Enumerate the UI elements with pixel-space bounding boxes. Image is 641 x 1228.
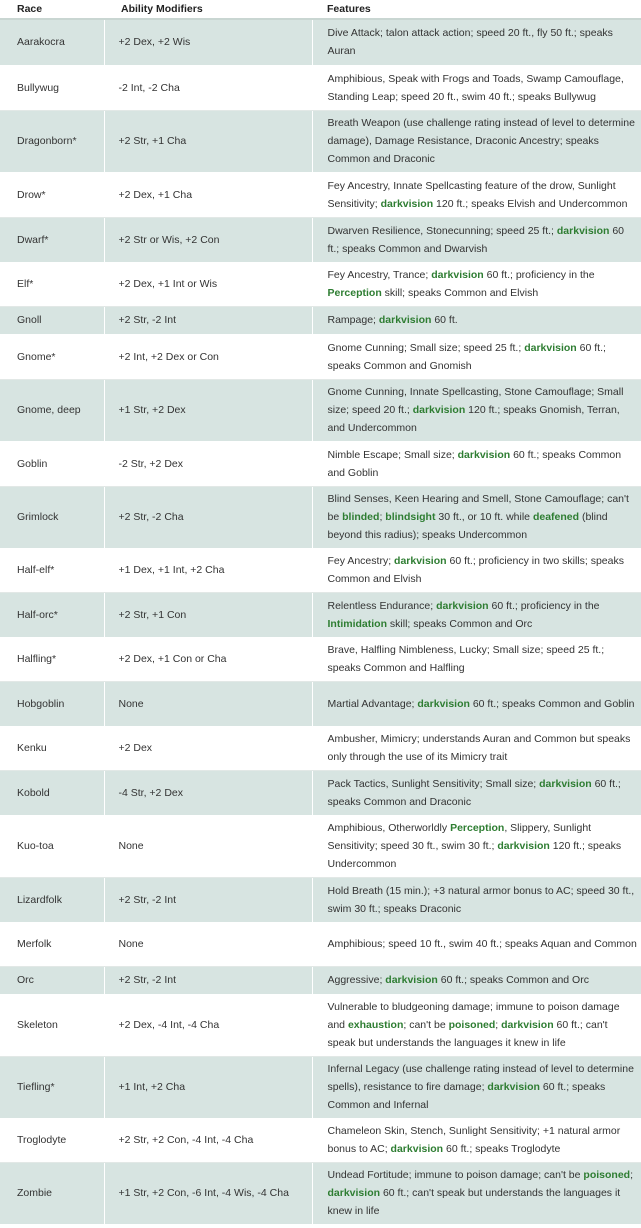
feature-text: Fey Ancestry; — [327, 555, 395, 567]
feature-text: (blind beyond this radius); speaks Undercommon — [327, 511, 608, 541]
table-row — [0, 815, 641, 877]
ability-modifiers-cell: +2 Dex, -4 Int, -4 Cha — [104, 994, 312, 1056]
features-cell — [312, 1056, 641, 1118]
feature-keyword: darkvision — [497, 840, 550, 852]
feature-text: Pack Tactics, Sunlight Sensitivity; Small size; — [327, 777, 540, 790]
table-row — [0, 681, 641, 726]
features-cell — [312, 262, 641, 306]
ability-modifiers-cell: +2 Str, +1 Cha — [104, 110, 312, 172]
table-row — [0, 877, 641, 922]
table-row — [0, 19, 641, 65]
race-cell: Kuo-toa — [0, 815, 104, 877]
table-row — [0, 726, 641, 770]
feature-text: Brave, Halfling Nimbleness, Lucky; Small size; speed 25 ft.; speaks Common and Halfling — [327, 644, 605, 674]
feature-text: 60 ft.; speaks Troglodyte — [443, 1143, 561, 1155]
feature-keyword: blinded — [342, 511, 380, 523]
feature-text: Amphibious, Otherworldly — [327, 822, 451, 834]
race-cell: Kenku — [0, 726, 104, 770]
feature-text: skill; speaks Common and Elvish — [381, 287, 539, 299]
feature-keyword: darkvision — [412, 404, 466, 416]
header-features: Features — [312, 0, 641, 19]
feature-text: skill; speaks Common and Orc — [387, 617, 533, 630]
feature-text: 60 ft.; proficiency in the — [488, 599, 600, 612]
features-cell — [312, 637, 641, 681]
ability-modifiers-cell: -2 Int, -2 Cha — [104, 65, 312, 110]
feature-text: Infernal Legacy (use challenge rating instead of level to determine spells), resistance to fire damage; — [327, 1063, 634, 1093]
race-cell: Aarakocra — [0, 19, 104, 65]
race-cell: Goblin — [0, 441, 104, 486]
header-ability-modifiers: Ability Modifiers — [104, 0, 312, 19]
ability-modifiers-cell: None — [104, 922, 312, 966]
feature-keyword: darkvision — [524, 341, 577, 354]
table-row — [0, 110, 641, 172]
feature-text: 60 ft.; can't speak but understands the languages it knew in life — [327, 1019, 608, 1049]
feature-keyword: darkvision — [378, 314, 432, 326]
feature-text: 120 ft.; speaks Elvish and Undercommon — [433, 197, 628, 210]
feature-text: Nimble Escape; Small size; — [327, 448, 458, 461]
features-cell — [312, 217, 641, 262]
feature-keyword: poisoned — [448, 1019, 496, 1031]
race-cell: Tiefling* — [0, 1056, 104, 1118]
race-cell: Kobold — [0, 770, 104, 815]
ability-modifiers-cell: -2 Str, +2 Dex — [104, 441, 312, 486]
race-cell: Half-orc* — [0, 592, 104, 637]
race-cell: Dwarf* — [0, 217, 104, 262]
race-cell: Lizardfolk — [0, 877, 104, 922]
feature-text: 60 ft.; speaks Common and Infernal — [327, 1081, 606, 1111]
features-cell — [312, 65, 641, 110]
feature-keyword: darkvision — [394, 555, 447, 567]
feature-keyword: deafened — [532, 511, 580, 523]
table-row — [0, 922, 641, 966]
race-cell: Merfolk — [0, 922, 104, 966]
feature-text: Fey Ancestry, Trance; — [327, 269, 432, 281]
features-cell — [312, 441, 641, 486]
table-row — [0, 379, 641, 441]
feature-text: 60 ft.; speaks Common and Goblin — [327, 448, 622, 479]
features-cell — [312, 815, 641, 877]
feature-text: Dwarven Resilience, Stonecunning; speed 25 ft.; — [327, 224, 557, 237]
feature-text: Aggressive; — [327, 974, 386, 986]
ability-modifiers-cell: +1 Dex, +1 Int, +2 Cha — [104, 548, 312, 592]
features-cell — [312, 592, 641, 637]
ability-modifiers-cell: +2 Dex — [104, 726, 312, 770]
features-cell — [312, 334, 641, 379]
feature-text: Blind Senses, Keen Hearing and Smell, Stone Camouflage; can't be — [327, 493, 629, 523]
feature-keyword: Intimidation — [327, 617, 387, 630]
table-row — [0, 334, 641, 379]
race-cell: Troglodyte — [0, 1118, 104, 1162]
ability-modifiers-cell: +2 Str, -2 Int — [104, 877, 312, 922]
race-cell: Skeleton — [0, 994, 104, 1056]
features-cell — [312, 1162, 641, 1224]
features-cell — [312, 922, 641, 966]
feature-keyword: darkvision — [457, 448, 511, 461]
race-cell: Orc — [0, 966, 104, 994]
race-cell: Elf* — [0, 262, 104, 306]
feature-keyword: poisoned — [583, 1169, 631, 1181]
table-body — [0, 19, 641, 1224]
feature-text: Rampage; — [327, 314, 379, 326]
feature-text: ; — [495, 1019, 502, 1031]
ability-modifiers-cell: None — [104, 815, 312, 877]
feature-keyword: exhaustion — [347, 1019, 404, 1031]
ability-modifiers-cell: +1 Str, +2 Con, -6 Int, -4 Wis, -4 Cha — [104, 1162, 312, 1224]
feature-keyword: Perception — [327, 287, 382, 299]
feature-text: 30 ft., or 10 ft. while — [435, 511, 533, 523]
feature-text: 60 ft. — [431, 314, 458, 326]
features-cell — [312, 994, 641, 1056]
feature-text: Martial Advantage; — [327, 697, 418, 710]
feature-keyword: darkvision — [436, 599, 489, 612]
features-cell — [312, 306, 641, 334]
header-row — [0, 0, 641, 19]
feature-text: Relentless Endurance; — [327, 599, 437, 612]
race-cell: Half-elf* — [0, 548, 104, 592]
features-cell — [312, 19, 641, 65]
header-race: Race — [0, 0, 104, 19]
ability-modifiers-cell: +2 Str, -2 Int — [104, 306, 312, 334]
race-cell: Dragonborn* — [0, 110, 104, 172]
table-row — [0, 1162, 641, 1224]
table-row — [0, 637, 641, 681]
table-row — [0, 65, 641, 110]
table-row — [0, 486, 641, 548]
feature-text: Gnome Cunning, Innate Spellcasting, Stone Camouflage; Small size; speed 20 ft.; — [327, 386, 624, 416]
ability-modifiers-cell: +1 Str, +2 Dex — [104, 379, 312, 441]
feature-keyword: darkvision — [327, 1187, 381, 1199]
features-cell — [312, 1118, 641, 1162]
feature-text: 60 ft.; can't speak but understands the languages it knew in life — [327, 1187, 621, 1217]
ability-modifiers-cell: +2 Str, -2 Cha — [104, 486, 312, 548]
feature-text: Ambusher, Mimicry; understands Auran and Common but speaks only through the use of its Mimicry trait — [327, 733, 631, 763]
table-row — [0, 1056, 641, 1118]
ability-modifiers-cell: +2 Str, -2 Int — [104, 966, 312, 994]
table-row — [0, 306, 641, 334]
feature-keyword: Perception — [450, 822, 505, 834]
features-cell — [312, 172, 641, 217]
feature-text: ; — [630, 1169, 634, 1181]
table-row — [0, 262, 641, 306]
race-cell: Hobgoblin — [0, 681, 104, 726]
ability-modifiers-cell: None — [104, 681, 312, 726]
feature-text: Breath Weapon (use challenge rating instead of level to determine damage), Damage Resistance, Draconic Ancestry; speaks Common and Draconic — [327, 117, 635, 165]
features-cell — [312, 486, 641, 548]
feature-keyword: darkvision — [501, 1019, 554, 1031]
table-row — [0, 770, 641, 815]
ability-modifiers-cell: +1 Int, +2 Cha — [104, 1056, 312, 1118]
feature-keyword: darkvision — [487, 1081, 540, 1093]
table-row — [0, 1118, 641, 1162]
ability-modifiers-cell: +2 Str or Wis, +2 Con — [104, 217, 312, 262]
feature-keyword: darkvision — [539, 777, 592, 790]
ability-modifiers-cell: +2 Dex, +1 Con or Cha — [104, 637, 312, 681]
features-cell — [312, 379, 641, 441]
features-cell — [312, 681, 641, 726]
features-cell — [312, 110, 641, 172]
ability-modifiers-cell: +2 Dex, +1 Int or Wis — [104, 262, 312, 306]
feature-keyword: darkvision — [390, 1143, 444, 1155]
race-cell: Grimlock — [0, 486, 104, 548]
features-cell — [312, 548, 641, 592]
table-row — [0, 994, 641, 1056]
table-row — [0, 172, 641, 217]
ability-modifiers-cell: -4 Str, +2 Dex — [104, 770, 312, 815]
race-cell: Gnome, deep — [0, 379, 104, 441]
ability-modifiers-cell: +2 Dex, +1 Cha — [104, 172, 312, 217]
feature-text: 60 ft.; speaks Common and Goblin — [469, 697, 635, 710]
race-cell: Bullywug — [0, 65, 104, 110]
feature-text: 120 ft.; speaks Gnomish, Terran, and Undercommon — [327, 404, 620, 434]
table-row — [0, 217, 641, 262]
race-cell: Gnoll — [0, 306, 104, 334]
features-cell — [312, 966, 641, 994]
features-cell — [312, 726, 641, 770]
feature-keyword: darkvision — [431, 269, 484, 281]
feature-text: 60 ft.; speaks Common and Orc — [437, 974, 589, 986]
feature-text: Fey Ancestry, Innate Spellcasting feature of the drow, Sunlight Sensitivity; — [327, 179, 616, 210]
ability-modifiers-cell: +2 Int, +2 Dex or Con — [104, 334, 312, 379]
table-row — [0, 966, 641, 994]
feature-keyword: blindsight — [385, 511, 436, 523]
race-cell: Gnome* — [0, 334, 104, 379]
feature-text: 120 ft.; speaks Undercommon — [327, 840, 622, 870]
race-cell: Halfling* — [0, 637, 104, 681]
ability-modifiers-cell: +2 Dex, +2 Wis — [104, 19, 312, 65]
feature-text: ; — [379, 511, 386, 523]
feature-keyword: darkvision — [385, 974, 438, 986]
feature-keyword: darkvision — [417, 697, 470, 710]
feature-text: Chameleon Skin, Stench, Sunlight Sensitivity; +1 natural armor bonus to AC; — [327, 1125, 621, 1155]
race-cell: Zombie — [0, 1162, 104, 1224]
feature-text: Amphibious, Speak with Frogs and Toads, Swamp Camouflage, Standing Leap; speed 20 ft., swim 40 ft.; speaks Bullywug — [327, 72, 624, 103]
feature-text: , Slippery, Sunlight Sensitivity; speed 30 ft., swim 30 ft.; — [327, 822, 592, 852]
feature-text: Gnome Cunning; Small size; speed 25 ft.; — [327, 341, 525, 354]
feature-text: 60 ft.; speaks Common and Gnomish — [327, 341, 606, 372]
feature-text: Hold Breath (15 min.); +3 natural armor bonus to AC; speed 30 ft., swim 30 ft.; speaks Draconic — [327, 884, 635, 915]
feature-text: 60 ft.; proficiency in two skills; speaks Common and Elvish — [327, 555, 624, 585]
feature-text: 60 ft.; speaks Common and Dwarvish — [327, 224, 625, 255]
feature-text: Undead Fortitude; immune to poison damage; can't be — [327, 1169, 584, 1181]
feature-text: 60 ft.; speaks Common and Draconic — [327, 777, 621, 808]
ability-modifiers-cell: +2 Str, +2 Con, -4 Int, -4 Cha — [104, 1118, 312, 1162]
feature-text: Amphibious; speed 10 ft., swim 40 ft.; speaks Aquan and Common — [327, 938, 637, 950]
table-row — [0, 441, 641, 486]
feature-text: 60 ft.; proficiency in the — [483, 269, 595, 281]
features-cell — [312, 770, 641, 815]
features-cell — [312, 877, 641, 922]
feature-keyword: darkvision — [380, 197, 434, 210]
table-row — [0, 548, 641, 592]
ability-modifiers-cell: +2 Str, +1 Con — [104, 592, 312, 637]
feature-keyword: darkvision — [556, 224, 610, 237]
feature-text: ; can't be — [403, 1019, 449, 1031]
race-cell: Drow* — [0, 172, 104, 217]
feature-text: Dive Attack; talon attack action; speed 20 ft., fly 50 ft.; speaks Auran — [327, 27, 613, 58]
feature-text: Vulnerable to bludgeoning damage; immune to poison damage and — [327, 1001, 620, 1031]
table-row — [0, 592, 641, 637]
